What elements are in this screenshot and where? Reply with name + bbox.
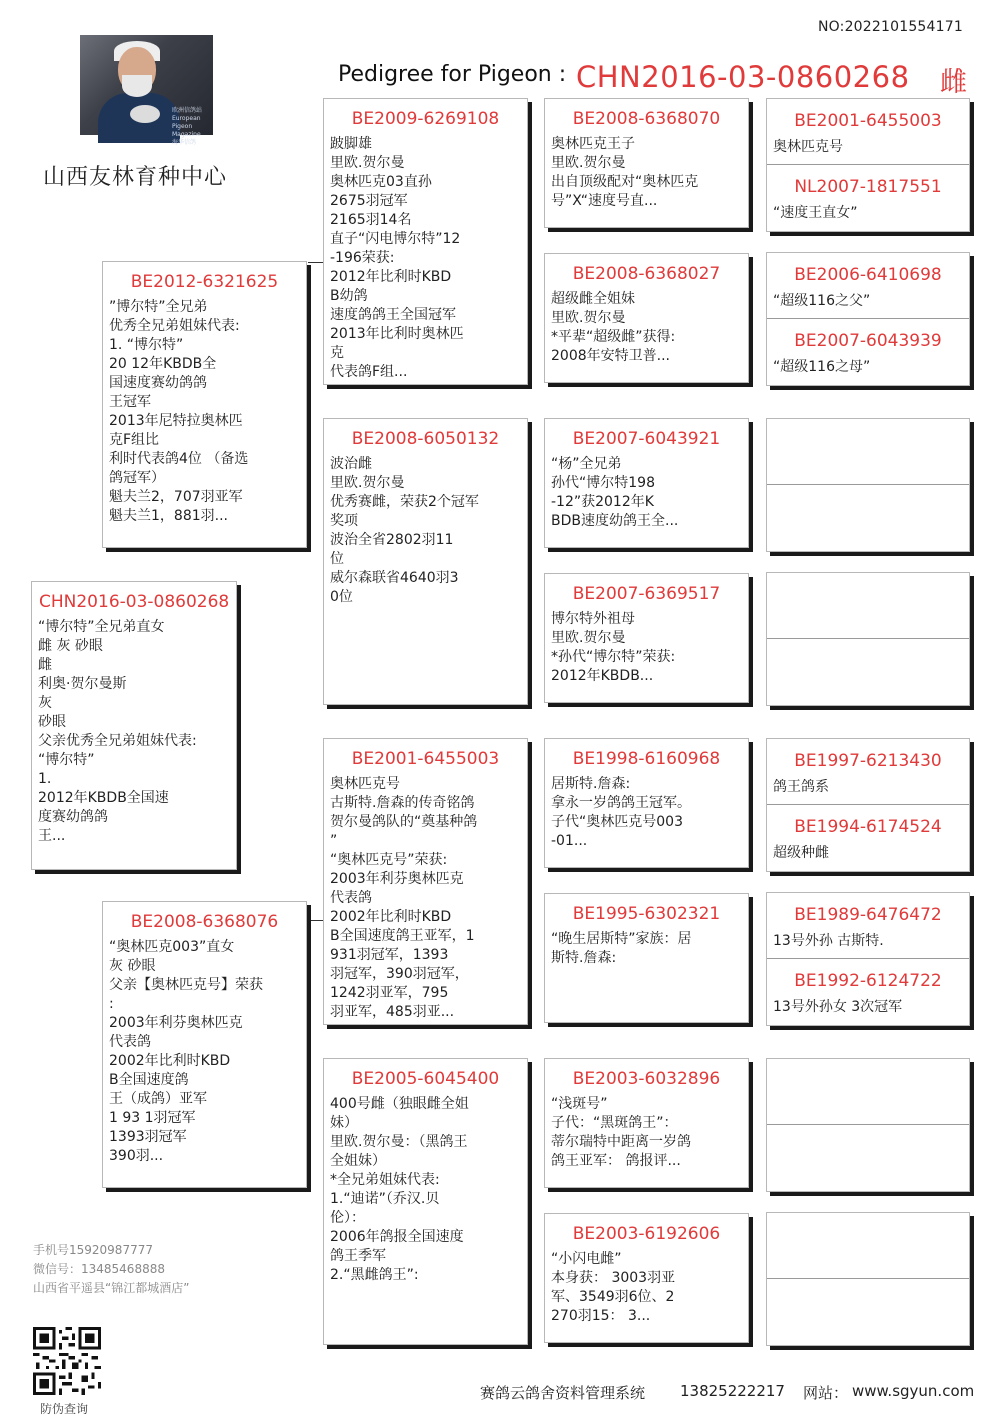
great-grandparent-description: “晚生居斯特”家族：居 斯特.詹森: bbox=[551, 931, 692, 966]
g4-ring-number: BE1989-6476472 bbox=[794, 905, 942, 925]
g4-description: “速度王直女” bbox=[773, 205, 858, 221]
g4-dam-slot[interactable] bbox=[767, 485, 969, 551]
qr-label: 防伪查询 bbox=[40, 1402, 89, 1416]
g4-pair-card[interactable] bbox=[766, 418, 970, 552]
g4-pair-card[interactable] bbox=[766, 1212, 970, 1346]
loft-name: 山西友林育种中心 bbox=[43, 165, 228, 190]
great-grandparent-description: 奥林匹克王子 里欧.贺尔曼 出自顶级配对“奥林匹克 号”X“速度号直... bbox=[551, 136, 699, 209]
g4-description bbox=[767, 1224, 969, 1230]
g4-description bbox=[767, 650, 969, 656]
g4-sire-slot[interactable] bbox=[767, 573, 969, 639]
great-grandparent-card[interactable] bbox=[544, 573, 749, 703]
sire-ring-number: BE2012-6321625 bbox=[130, 272, 279, 292]
footer-phone: 13825222217 bbox=[680, 1382, 785, 1400]
grandparent-card[interactable] bbox=[323, 738, 528, 1025]
great-grandparent-description: 居斯特.詹森: 拿永一岁鸽鸽王冠军。 子代“奥林匹克号003 -01... bbox=[551, 776, 691, 849]
great-grandparent-card[interactable] bbox=[544, 1058, 749, 1188]
g4-dam-slot[interactable] bbox=[767, 319, 969, 385]
grandparent-ring-number: BE2009-6269108 bbox=[351, 109, 500, 129]
g4-ring-number bbox=[767, 573, 969, 584]
g4-ring-number: BE1994-6174524 bbox=[794, 817, 942, 837]
great-grandparent-ring-number: BE2007-6369517 bbox=[572, 584, 721, 604]
g4-ring-number bbox=[767, 639, 969, 650]
subject-description: “博尔特”全兄弟直女 雌 灰 砂眼 雌 利奥·贺尔曼斯 灰 砂眼 父亲优秀全兄弟姐妹代表: “博尔特” 1. 2012年KBDB全国速 度赛幼鸽鸽 王... bbox=[38, 619, 197, 844]
g4-description: 13号外孙女 3次冠军 bbox=[773, 999, 903, 1015]
grandparent-ring-number: BE2005-6045400 bbox=[351, 1069, 500, 1089]
grandparent-card[interactable] bbox=[323, 98, 528, 385]
great-grandparent-description: 超级雌全姐妹 里欧.贺尔曼 *平辈“超级雌”获得: 2008年安特卫普... bbox=[551, 291, 676, 364]
title-sex: 雌 bbox=[940, 67, 967, 98]
grandparent-card[interactable] bbox=[323, 1058, 528, 1345]
g4-ring-number bbox=[767, 1059, 969, 1070]
grandparent-description: 400号雌（独眼雌全姐 妹） 里欧.贺尔曼：（黑鸽王 全姐妹） *全兄弟姐妹代表: 1.“迪诺”（乔汉.贝 伦）： 2006年鸽报全国速度 鸽王季军 2.“黑雌鸽王”: bbox=[330, 1096, 469, 1283]
g4-ring-number: BE1992-6124722 bbox=[794, 971, 942, 991]
g4-pair-card[interactable] bbox=[766, 98, 970, 232]
title-ring-number: CHN2016-03-0860268 bbox=[576, 60, 910, 94]
great-grandparent-description: “浅斑号” 子代：“黑斑鸽王”： 蒂尔瑞特中距离一岁鸽 鸽王亚军： 鸽报评... bbox=[551, 1096, 691, 1169]
g4-description: 鸽王鸽系 bbox=[773, 779, 829, 795]
g4-ring-number bbox=[767, 1279, 969, 1290]
dam-ring-number: BE2008-6368076 bbox=[130, 912, 279, 932]
sire-description: ”博尔特”全兄弟 优秀全兄弟姐妹代表: 1. “博尔特” 20 12年KBDB全 国速度赛幼鸽鸽 王冠军 2013年尼特拉奥林匹 克F组比 利时代表鸽4位 （备选 鸽冠军） 魁夫兰2，707羽亚军 魁夫兰1，881羽... bbox=[109, 299, 249, 524]
g4-dam-slot[interactable] bbox=[767, 1125, 969, 1191]
g4-description bbox=[767, 496, 969, 502]
g4-pair-card[interactable] bbox=[766, 252, 970, 386]
g4-description: “超级116之父” bbox=[773, 293, 871, 309]
g4-description bbox=[767, 430, 969, 436]
great-grandparent-card[interactable] bbox=[544, 253, 749, 383]
contact-phone: 手机号15920987777 bbox=[33, 1243, 153, 1257]
g4-ring-number: BE2006-6410698 bbox=[794, 265, 942, 285]
connector-line bbox=[308, 262, 324, 263]
g4-description bbox=[767, 1070, 969, 1076]
great-grandparent-description: “小闪电雌” 本身获： 3003羽亚 军、3549羽6位、2 270羽15： 3... bbox=[551, 1251, 676, 1324]
g4-dam-slot[interactable] bbox=[767, 959, 969, 1025]
subject-ring-number: CHN2016-03-0860268 bbox=[39, 592, 230, 612]
g4-ring-number bbox=[767, 419, 969, 430]
g4-description: 13号外孙 古斯特. bbox=[773, 933, 884, 949]
great-grandparent-description: “杨”全兄弟 孙代“博尔特198 -12”获2012年K BDB速度幼鸽王全... bbox=[551, 456, 679, 529]
g4-description bbox=[767, 584, 969, 590]
g4-description: 超级种雌 bbox=[773, 845, 829, 861]
great-grandparent-ring-number: BE2007-6043921 bbox=[572, 429, 721, 449]
g4-description: “超级116之母” bbox=[773, 359, 871, 375]
footer-site-label: 网站： bbox=[803, 1384, 849, 1402]
g4-sire-slot[interactable] bbox=[767, 1213, 969, 1279]
g4-ring-number bbox=[767, 1125, 969, 1136]
g4-description bbox=[767, 1290, 969, 1296]
g4-sire-slot[interactable] bbox=[767, 1059, 969, 1125]
g4-dam-slot[interactable] bbox=[767, 165, 969, 231]
great-grandparent-ring-number: BE2008-6368070 bbox=[572, 109, 721, 129]
contact-address: 山西省平遥县“锦江都城酒店” bbox=[33, 1281, 190, 1295]
pedigree-number: NO:2022101554171 bbox=[818, 19, 963, 35]
g4-ring-number: NL2007-1817551 bbox=[794, 177, 942, 197]
g4-ring-number bbox=[767, 1213, 969, 1224]
great-grandparent-description: 博尔特外祖母 里欧.贺尔曼 *孙代“博尔特”荣获: 2012年KBDB... bbox=[551, 611, 676, 684]
g4-pair-card[interactable] bbox=[766, 1058, 970, 1192]
grandparent-description: 奥林匹克号 古斯特.詹森的传奇铭鸽 贺尔曼鸽队的“奠基种鸽 ” “奥林匹克号”荣获: 2003年利芬奥林匹克 代表鸽 2002年比利时KBD B全国速度鸽王亚军，1 931羽冠军，1393 羽冠军，390羽冠军， 1242羽亚军，795 羽亚军，485羽亚... bbox=[330, 776, 478, 1020]
g4-sire-slot[interactable] bbox=[767, 893, 969, 959]
g4-dam-slot[interactable] bbox=[767, 1279, 969, 1345]
pigeon-icon bbox=[130, 105, 160, 123]
grandparent-ring-number: BE2008-6050132 bbox=[351, 429, 500, 449]
qr-code-icon[interactable] bbox=[33, 1327, 101, 1395]
footer-website-link[interactable]: www.sgyun.com bbox=[852, 1382, 975, 1400]
g4-ring-number: BE2001-6455003 bbox=[794, 111, 942, 131]
great-grandparent-ring-number: BE1998-6160968 bbox=[572, 749, 721, 769]
great-grandparent-ring-number: BE2003-6192606 bbox=[572, 1224, 721, 1244]
subject-pigeon-card[interactable] bbox=[31, 581, 237, 870]
grandparent-ring-number: BE2001-6455003 bbox=[351, 749, 500, 769]
g4-dam-slot[interactable] bbox=[767, 639, 969, 705]
dam-card[interactable] bbox=[102, 901, 307, 1188]
g4-sire-slot[interactable] bbox=[767, 253, 969, 319]
contact-wechat: 微信号：13485468888 bbox=[33, 1262, 165, 1276]
great-grandparent-card[interactable] bbox=[544, 98, 749, 228]
g4-pair-card[interactable] bbox=[766, 572, 970, 706]
g4-pair-card[interactable] bbox=[766, 738, 970, 872]
g4-sire-slot[interactable] bbox=[767, 419, 969, 485]
grandparent-description: 跛脚雄 里欧.贺尔曼 奥林匹克03直孙 2675羽冠军 2165羽14名 直子“闪电博尔特”12 -196荣获: 2012年比利时KBD B幼鸽 速度鸽鸽王全国冠军 2013年比利时奥林匹 克 代表鸽F组... bbox=[330, 136, 464, 380]
title-label: Pedigree for Pigeon : bbox=[338, 62, 567, 87]
g4-sire-slot[interactable] bbox=[767, 99, 969, 165]
g4-ring-number bbox=[767, 485, 969, 496]
dam-description: “奥林匹克003”直女 灰 砂眼 父亲【奥林匹克号】荣获 : 2003年利芬奥林匹克 代表鸽 2002年比利时KBD B全国速度鸽 王（成鸽）亚军 1 93 1羽冠军 1393羽冠军 390羽... bbox=[109, 939, 263, 1164]
connector-line bbox=[308, 920, 324, 921]
g4-sire-slot[interactable] bbox=[767, 739, 969, 805]
footer-system-name: 赛鸽云鸽舍资料管理系统 bbox=[480, 1384, 646, 1402]
breeder-photo bbox=[80, 35, 213, 146]
great-grandparent-ring-number: BE1995-6302321 bbox=[572, 904, 721, 924]
photo-caption: 欧洲信鸽站 European Pigeon Magazine 海华信鸽 bbox=[172, 107, 203, 146]
great-grandparent-card[interactable] bbox=[544, 1213, 749, 1343]
great-grandparent-ring-number: BE2008-6368027 bbox=[572, 264, 721, 284]
great-grandparent-ring-number: BE2003-6032896 bbox=[572, 1069, 721, 1089]
great-grandparent-card[interactable] bbox=[544, 893, 749, 1023]
g4-description: 奥林匹克号 bbox=[773, 139, 843, 155]
great-grandparent-card[interactable] bbox=[544, 738, 749, 868]
g4-dam-slot[interactable] bbox=[767, 805, 969, 871]
g4-description bbox=[767, 1136, 969, 1142]
great-grandparent-card[interactable] bbox=[544, 418, 749, 548]
sire-card[interactable] bbox=[102, 261, 307, 548]
g4-ring-number: BE2007-6043939 bbox=[794, 331, 942, 351]
grandparent-card[interactable] bbox=[323, 418, 528, 705]
g4-pair-card[interactable] bbox=[766, 892, 970, 1026]
grandparent-description: 波治雌 里欧.贺尔曼 优秀赛雌，荣获2个冠军 奖项 波治全省2802羽11 位 威尔森联省4640羽3 0位 bbox=[330, 456, 479, 605]
g4-ring-number: BE1997-6213430 bbox=[794, 751, 942, 771]
